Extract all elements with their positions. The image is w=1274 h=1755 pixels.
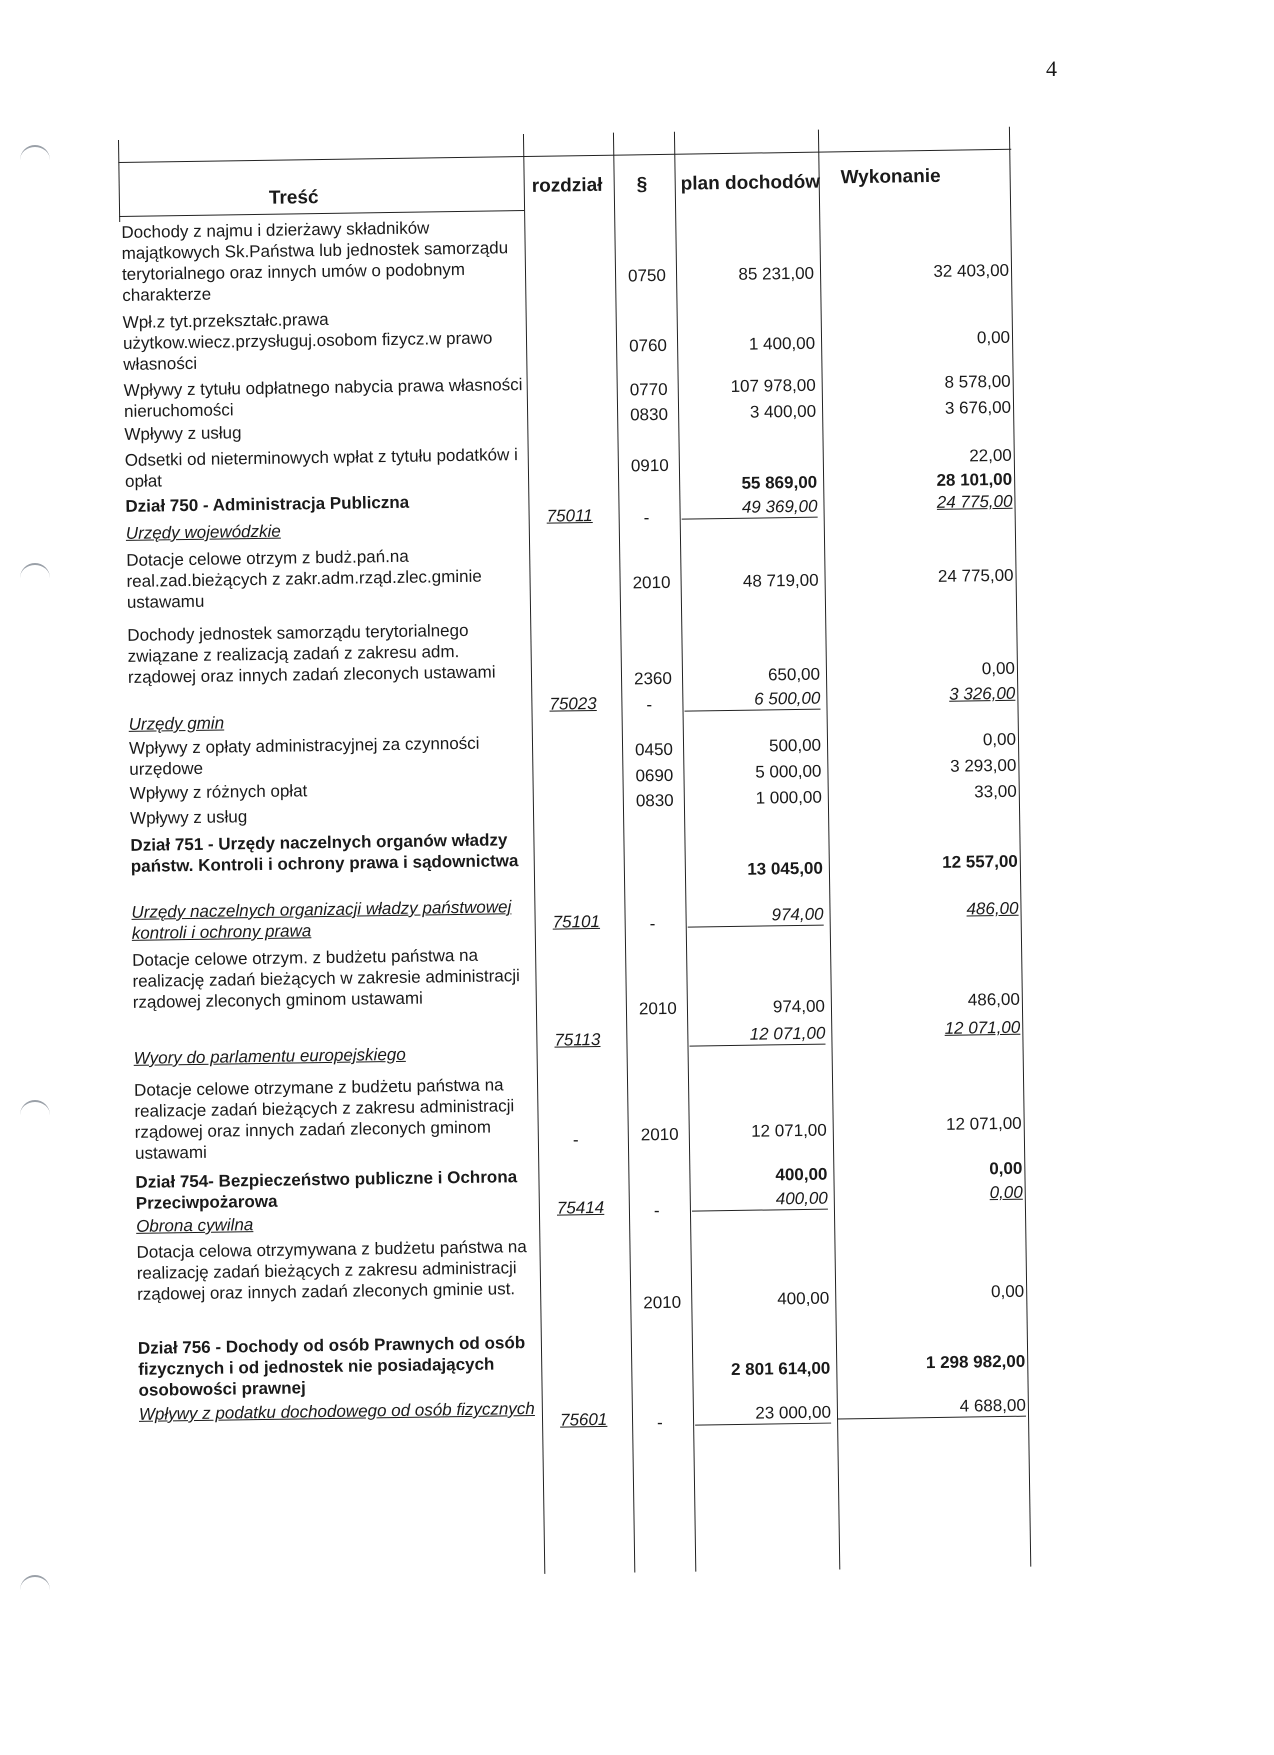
- row-description: Wpł.z tyt.przekształc.prawa użytkow.wiecz.przysługuj.osobom fizycz.w prawo własności: [122, 309, 493, 374]
- row-description: Dotacje celowe otrzym z budż.pań.na real.zad.bieżących z zakr.adm.rząd.zlec.gminie ustawamu: [126, 546, 482, 612]
- row-description: Dotacje celowe otrzym. z budżetu państwa na realizację zadań bieżących w zakresie administracji rządowej zleconych gminom ustawami: [132, 945, 520, 1012]
- row-plan: 3 400,00: [749, 401, 817, 422]
- row-description: Wpływy z usług: [129, 807, 248, 828]
- row-paragraf: 0750: [627, 265, 667, 286]
- row-plan: 85 231,00: [738, 263, 815, 284]
- row-rozdzial: 75414: [556, 1197, 605, 1218]
- row-description: Odsetki od nieterminowych wpłat z tytułu podatków i opłat: [124, 445, 518, 491]
- table-top-border: [118, 149, 1011, 163]
- row-plan: 49 369,00: [681, 496, 817, 520]
- row-plan: 55 869,00: [741, 472, 818, 493]
- row-plan: 400,00: [777, 1288, 830, 1309]
- header-wykonanie: Wykonanie: [840, 165, 941, 189]
- row-plan: 650,00: [767, 664, 821, 685]
- section-title: Dział 750 - Administracja Publiczna: [125, 492, 410, 516]
- section-title: Dział 751 - Urzędy naczelnych organów władzy państw. Kontroli i ochrony prawa i sądownictwa: [130, 830, 519, 876]
- row-plan: 23 000,00: [695, 1402, 831, 1426]
- row-description: Wpływy z usług: [124, 423, 242, 444]
- header-rozdzial: rozdział: [531, 174, 603, 197]
- chapter-title: Urzędy naczelnych organizacji władzy państwowej kontroli i ochrony prawa: [131, 897, 512, 943]
- row-wykonanie: 0,00: [989, 1158, 1023, 1179]
- row-plan: 400,00: [692, 1188, 828, 1212]
- row-description: Wpływy z różnych opłat: [129, 781, 308, 803]
- row-paragraf: 0760: [628, 335, 668, 356]
- row-paragraf: 0450: [634, 739, 674, 760]
- row-plan: 6 500,00: [684, 688, 820, 712]
- chapter-title: Urzędy gmin: [128, 713, 225, 734]
- row-wykonanie: 28 101,00: [936, 469, 1013, 490]
- row-plan: 5 000,00: [755, 761, 822, 782]
- row-paragraf: 0830: [635, 790, 674, 811]
- punch-hole-mark: [20, 145, 50, 167]
- row-paragraf: -: [649, 914, 656, 934]
- row-wykonanie: 0,00: [990, 1281, 1025, 1302]
- row-paragraf: 2010: [640, 1124, 679, 1145]
- row-wykonanie: 12 557,00: [942, 851, 1018, 872]
- budget-table: [118, 126, 1051, 1579]
- row-plan: 500,00: [768, 735, 822, 756]
- row-wykonanie: 4 688,00: [837, 1395, 1026, 1420]
- row-rozdzial: 75113: [554, 1029, 601, 1050]
- row-paragraf: 2010: [638, 998, 677, 1019]
- row-paragraf: 0770: [629, 379, 668, 400]
- row-wykonanie: 0,00: [982, 729, 1017, 750]
- row-wykonanie: 0,00: [981, 658, 1016, 679]
- row-plan: 48 719,00: [742, 570, 819, 591]
- header-paragraf: §: [636, 174, 648, 196]
- row-paragraf: 0910: [630, 455, 669, 476]
- row-description: Dotacje celowe otrzymane z budżetu państwa na realizacje zadań bieżących z zakresu administracji rządowej oraz innych zadań zleconych gminom ustawami: [133, 1075, 515, 1163]
- row-rozdzial: 75601: [559, 1409, 608, 1430]
- chapter-title: Urzędy wojewódzkie: [125, 521, 281, 543]
- row-wykonanie: 33,00: [974, 781, 1017, 802]
- row-paragraf: -: [653, 1201, 660, 1221]
- chapter-title: Wyory do parlamentu europejskiego: [133, 1044, 406, 1068]
- row-plan: 1 000,00: [755, 787, 822, 808]
- punch-hole-mark: [20, 563, 50, 585]
- row-wykonanie: 486,00: [966, 898, 1019, 919]
- table-left-border: [118, 140, 120, 222]
- row-paragraf: 2010: [632, 572, 671, 593]
- row-rozdzial: 75011: [546, 506, 593, 526]
- row-rozdzial: -: [572, 1130, 579, 1150]
- row-wykonanie: 3 326,00: [948, 683, 1016, 704]
- row-paragraf: 0690: [635, 765, 674, 786]
- row-wykonanie: 24 775,00: [937, 565, 1014, 586]
- row-paragraf: -: [656, 1413, 663, 1433]
- row-wykonanie: 3 293,00: [950, 755, 1017, 776]
- row-wykonanie: 1 298 982,00: [925, 1351, 1026, 1373]
- row-paragraf: 2360: [633, 668, 673, 689]
- row-paragraf: 0830: [629, 404, 669, 425]
- row-description: Dochody jednostek samorządu terytorialnego związane z realizacją zadań z zakresu adm. rządowej oraz innych zadań zleconych ustawami: [127, 620, 496, 687]
- row-rozdzial: 75023: [549, 693, 597, 714]
- chapter-title: Wpływy z podatku dochodowego od osób fizycznych: [138, 1398, 535, 1424]
- page-number: 4: [1046, 56, 1057, 81]
- row-plan: 974,00: [687, 904, 823, 928]
- row-description: Dotacja celowa otrzymywana z budżetu państwa na realizację zadań bieżących z zakresu administracji rządowej oraz innych zadań zleconych gminie ust.: [136, 1237, 527, 1304]
- row-wykonanie: 8 578,00: [944, 371, 1011, 392]
- row-wykonanie: 32 403,00: [933, 260, 1010, 281]
- row-wykonanie: 12 071,00: [945, 1113, 1022, 1134]
- row-plan: 400,00: [775, 1164, 828, 1185]
- row-plan: 2 801 614,00: [730, 1358, 831, 1380]
- row-plan: 12 071,00: [689, 1023, 825, 1047]
- row-wykonanie: 486,00: [967, 989, 1020, 1010]
- row-wykonanie: 22,00: [969, 445, 1012, 466]
- row-plan: 12 071,00: [750, 1120, 827, 1141]
- row-description: Wpływy z opłaty administracyjnej za czynności urzędowe: [128, 733, 480, 779]
- row-paragraf: -: [643, 508, 650, 528]
- row-wykonanie: 24 775,00: [936, 491, 1013, 512]
- row-wykonanie: 0,00: [989, 1182, 1023, 1203]
- header-tresc: Treść: [268, 187, 319, 209]
- row-wykonanie: 0,00: [976, 327, 1011, 348]
- row-wykonanie: 3 676,00: [944, 397, 1012, 418]
- chapter-title: Obrona cywilna: [135, 1215, 254, 1236]
- row-plan: 974,00: [772, 996, 826, 1017]
- row-wykonanie: 12 071,00: [944, 1017, 1021, 1038]
- punch-hole-mark: [20, 1100, 50, 1122]
- row-paragraf: -: [646, 695, 653, 715]
- row-plan: 107 978,00: [730, 375, 816, 396]
- section-title: Dział 754- Bezpieczeństwo publiczne i Ochrona Przeciwpożarowa: [135, 1167, 518, 1213]
- row-description: Dochody z najmu i dzierżawy składników majątkowych Sk.Państwa lub jednostek samorządu terytorialnego oraz innych umów o podobnym charakterze: [121, 218, 509, 305]
- row-plan: 1 400,00: [748, 333, 816, 354]
- row-plan: 13 045,00: [747, 858, 824, 879]
- row-rozdzial: 75101: [552, 911, 601, 932]
- row-paragraf: 2010: [643, 1292, 682, 1313]
- header-plan: plan dochodów: [680, 171, 821, 195]
- section-title: Dział 756 - Dochody od osób Prawnych od osób fizycznych i od jednostek nie posiadających osobowości prawnej: [137, 1333, 526, 1400]
- row-description: Wpływy z tytułu odpłatnego nabycia prawa własności nieruchomości: [123, 375, 523, 421]
- punch-hole-mark: [20, 1575, 50, 1597]
